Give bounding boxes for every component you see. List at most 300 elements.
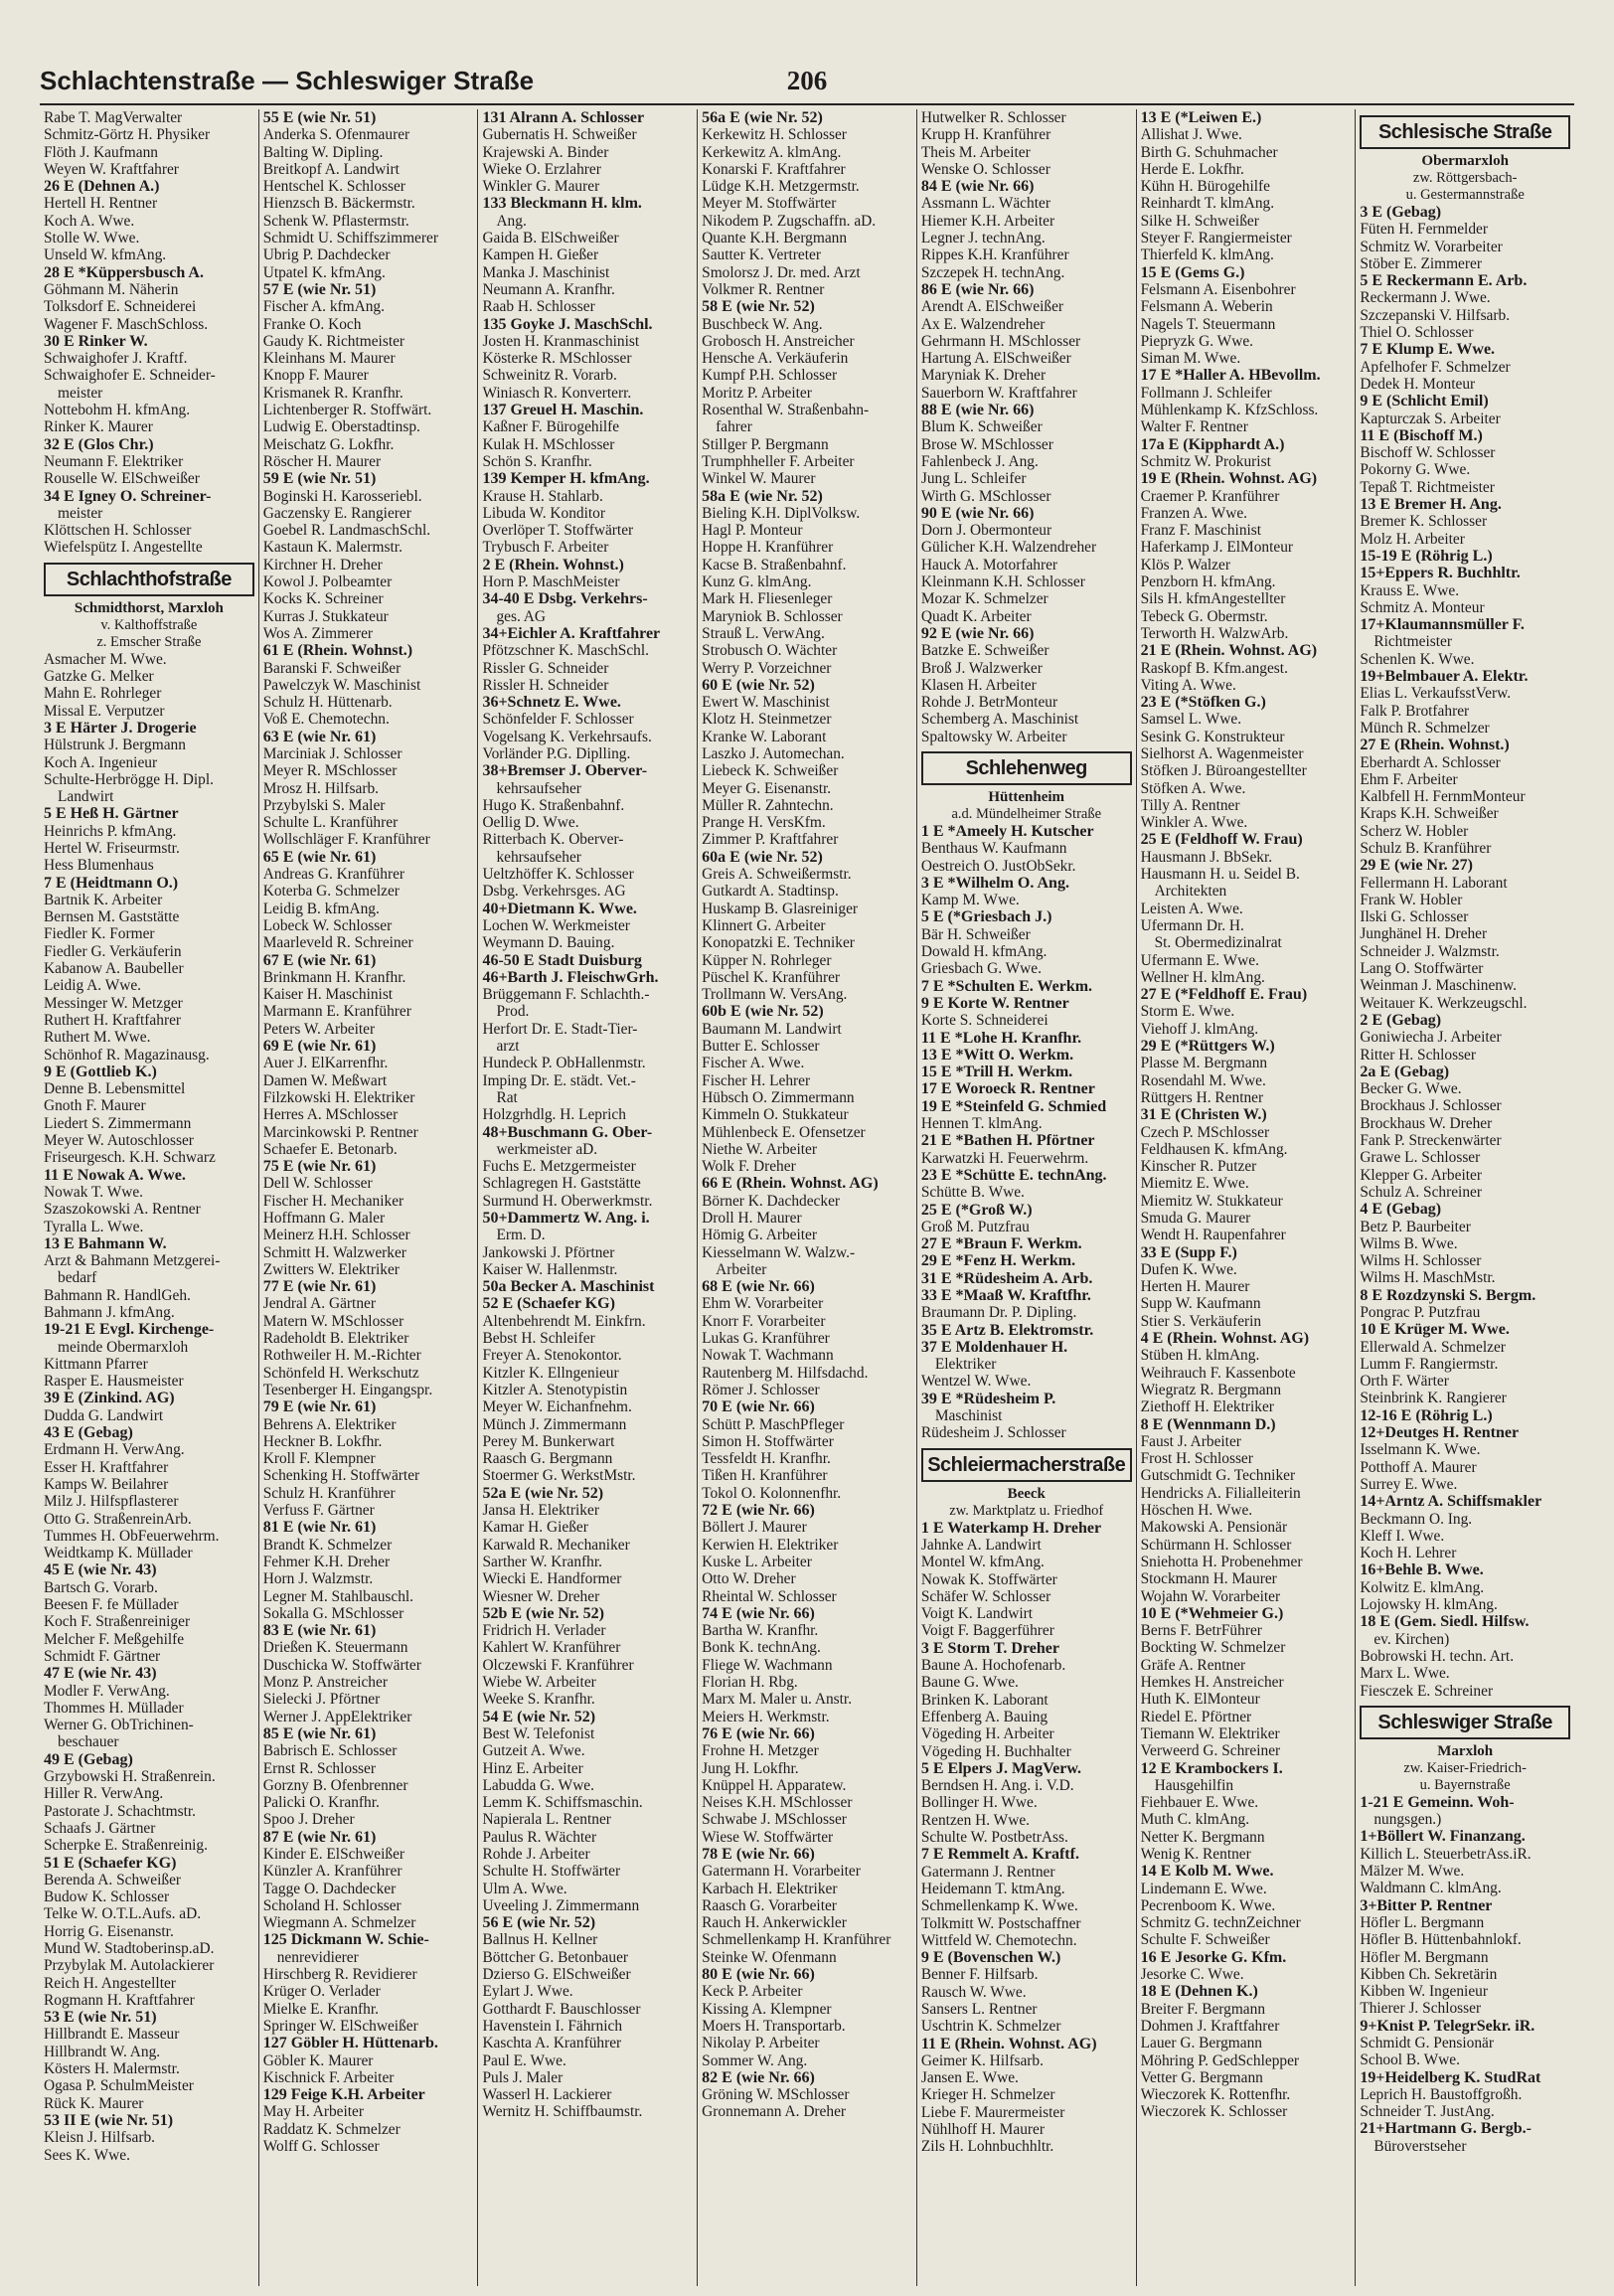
resident-entry: Samsel L. Wwe. xyxy=(1140,711,1242,729)
resident-entry: Höfler B. Hüttenbahnlokf. xyxy=(1360,1931,1522,1949)
house-number-entry: 12+Deutges H. Rentner xyxy=(1360,1424,1520,1442)
resident-entry: Mälzer M. Wwe. xyxy=(1360,1863,1465,1881)
resident-entry: Szczepanski V. Hilfsarb. xyxy=(1360,306,1511,324)
house-number-entry: 127 Göbler H. Hüttenarb. xyxy=(262,2035,438,2052)
resident-entry: Ueltzhöffer K. Schlosser xyxy=(482,866,634,884)
resident-entry: Göbler K. Maurer xyxy=(262,2051,374,2069)
street-location-note: u. Gestermannstraße xyxy=(1405,187,1525,203)
house-number-entry: 19 E *Steinfeld G. Schmied xyxy=(920,1097,1107,1115)
resident-entry: Klasen H. Arbeiter xyxy=(920,676,1037,694)
resident-entry: Karwald R. Mechaniker xyxy=(482,1536,630,1554)
resident-entry: Lüdge K.H. Metzgermstr. xyxy=(702,178,860,196)
resident-entry: Otto G. StraßenreinArb. xyxy=(44,1510,192,1528)
resident-entry: arzt xyxy=(496,1038,520,1056)
resident-entry: bedarf xyxy=(58,1269,97,1287)
resident-entry: Budow K. Schlosser xyxy=(44,1888,170,1906)
resident-entry: Tebeck G. Obermstr. xyxy=(1140,607,1268,625)
resident-entry: Rat xyxy=(496,1088,518,1106)
resident-entry: Rabe T. MagVerwalter xyxy=(44,109,183,126)
house-number-entry: 131 Alrann A. Schlosser xyxy=(482,109,645,126)
resident-entry: Goebel R. LandmaschSchl. xyxy=(262,522,431,540)
resident-entry: Fischer H. Mechaniker xyxy=(262,1192,404,1210)
house-number-entry: 92 E (wie Nr. 66) xyxy=(920,624,1035,642)
resident-entry: Bartha W. Kranfhr. xyxy=(702,1622,819,1640)
resident-entry: Arzt & Bahmann Metzgerei- xyxy=(44,1252,221,1270)
house-number-entry: 32 E (Glos Chr.) xyxy=(44,435,154,453)
house-number-entry: 10 E (*Wehmeier G.) xyxy=(1140,1604,1284,1622)
resident-entry: Florian H. Rbg. xyxy=(702,1674,798,1692)
house-number-entry: 135 Goyke J. MaschSchl. xyxy=(482,315,653,333)
resident-entry: Brüggemann F. Schlachth.- xyxy=(482,986,650,1004)
resident-entry: Bartnik K. Arbeiter xyxy=(44,891,163,908)
resident-entry: Rohde J. Arbeiter xyxy=(482,1845,590,1863)
resident-entry: Rentzen H. Wwe. xyxy=(920,1811,1030,1829)
resident-entry: Krause H. Stahlarb. xyxy=(482,487,603,505)
resident-entry: Lobeck W. Schlosser xyxy=(262,916,393,934)
street-location-note: Hüttenheim xyxy=(988,788,1065,805)
resident-entry: Perey M. Bunkerwart xyxy=(482,1432,615,1450)
resident-entry: Beesen F. fe Müllader xyxy=(44,1596,179,1614)
resident-entry: Schürmann H. Schlosser xyxy=(1140,1536,1292,1554)
resident-entry: Kinder E. ElSchweißer xyxy=(262,1845,405,1863)
resident-entry: Horrig G. Eisenanstr. xyxy=(44,1922,174,1940)
resident-entry: Ewert W. Maschinist xyxy=(702,694,830,712)
house-number-entry: 39 E (Zinkind. AG) xyxy=(44,1390,175,1407)
resident-entry: Hagl P. Monteur xyxy=(702,522,803,540)
resident-entry: kehrsaufseher xyxy=(496,779,581,797)
resident-entry: Koch H. Lehrer xyxy=(1360,1545,1457,1562)
resident-entry: Winiasch R. Konverterr. xyxy=(482,384,632,402)
resident-entry: Kamp M. Wwe. xyxy=(920,892,1020,909)
resident-entry: Koch A. Wwe. xyxy=(44,212,135,230)
resident-entry: Czech P. MSchlosser xyxy=(1140,1123,1270,1141)
resident-entry: Hirschberg R. Revidierer xyxy=(262,1966,417,1984)
resident-entry: Surrey E. Wwe. xyxy=(1360,1475,1458,1493)
house-number-entry: 9+Knist P. TelegrSekr. iR. xyxy=(1360,2017,1535,2035)
resident-entry: Tyralla L. Wwe. xyxy=(44,1218,144,1235)
house-number-entry: 8 E (Wennmann D.) xyxy=(1140,1415,1276,1433)
resident-entry: Leprich H. Baustoffgroßh. xyxy=(1360,2085,1523,2103)
resident-entry: Püschel K. Kranführer xyxy=(702,968,841,986)
house-number-entry: 13 E Bahmann W. xyxy=(44,1234,167,1252)
house-number-entry: 29 E (wie Nr. 27) xyxy=(1360,857,1473,875)
resident-entry: Kabanow A. Baubeller xyxy=(44,960,184,978)
resident-entry: Schmitz A. Monteur xyxy=(1360,598,1485,616)
resident-entry: Assmann L. Wächter xyxy=(920,195,1050,213)
resident-entry: Babrisch E. Schlosser xyxy=(262,1742,398,1760)
resident-entry: Ludwig E. Oberstadtinsp. xyxy=(262,418,420,436)
resident-entry: Muth C. klmAng. xyxy=(1140,1811,1250,1829)
resident-entry: Neumann F. Elektriker xyxy=(44,452,184,470)
resident-entry: Liebeck K. Schweißer xyxy=(702,762,839,780)
house-number-entry: 52b E (wie Nr. 52) xyxy=(482,1604,604,1622)
house-number-entry: 1+Böllert W. Finanzang. xyxy=(1360,1828,1526,1846)
resident-entry: Stöfken J. Büroangestellter xyxy=(1140,762,1307,780)
resident-entry: Orth F. Wärter xyxy=(1360,1373,1449,1391)
house-number-entry: 27 E (*Feldhoff E. Frau) xyxy=(1140,986,1308,1004)
resident-entry: Werry P. Vorzeichner xyxy=(702,659,832,677)
resident-entry: Tesenberger H. Eingangspr. xyxy=(262,1381,433,1398)
resident-entry: Berenda A. Schweißer xyxy=(44,1871,182,1888)
resident-entry: Schwabe J. MSchlosser xyxy=(702,1811,847,1829)
resident-entry: Schmitz G. technZeichner xyxy=(1140,1914,1301,1932)
resident-entry: Klotz H. Steinmetzer xyxy=(702,711,832,729)
resident-entry: Hausgehilfin xyxy=(1154,1776,1234,1794)
resident-entry: Meischatz G. Lokfhr. xyxy=(262,435,395,453)
resident-entry: Rippes K.H. Kranführer xyxy=(920,246,1069,264)
resident-entry: Schenking H. Stoffwärter xyxy=(262,1467,420,1485)
resident-entry: Fellermann H. Laborant xyxy=(1360,874,1508,892)
resident-entry: Jansen E. Wwe. xyxy=(920,2069,1019,2087)
resident-entry: Sansers L. Rentner xyxy=(920,2000,1038,2018)
house-number-entry: 33 E (Supp F.) xyxy=(1140,1243,1237,1261)
resident-entry: Lukas G. Kranführer xyxy=(702,1330,830,1348)
resident-entry: Schmidt U. Schiffszimmerer xyxy=(262,230,438,247)
resident-entry: Mahn E. Rohrleger xyxy=(44,685,162,703)
resident-entry: Ruthert M. Wwe. xyxy=(44,1029,151,1047)
resident-entry: Kleff I. Wwe. xyxy=(1360,1527,1445,1545)
resident-entry: Krismanek R. Kranfhr. xyxy=(262,384,404,402)
house-number-entry: 3 E Storm T. Dreher xyxy=(920,1639,1059,1657)
resident-entry: ges. AG xyxy=(496,607,547,625)
resident-entry: Neumann A. Kranfhr. xyxy=(482,280,615,298)
resident-entry: Trybusch F. Arbeiter xyxy=(482,539,609,557)
house-number-entry: 75 E (wie Nr. 61) xyxy=(262,1158,377,1176)
resident-entry: Fischer A. kfmAng. xyxy=(262,298,385,316)
house-number-entry: 19+Heidelberg K. StudRat xyxy=(1360,2068,1541,2086)
house-number-entry: 15+Eppers R. Buchhltr. xyxy=(1360,565,1521,582)
house-number-entry: 137 Greuel H. Maschin. xyxy=(482,402,644,419)
resident-entry: Hiemer K.H. Arbeiter xyxy=(920,212,1055,230)
resident-entry: Utpatel K. kfmAng. xyxy=(262,263,386,281)
page-number: 206 xyxy=(786,66,828,95)
resident-entry: Ellerwald A. Schmelzer xyxy=(1360,1338,1506,1356)
resident-entry: Wiegratz R. Bergmann xyxy=(1140,1381,1282,1398)
resident-entry: Rogmann H. Kraftfahrer xyxy=(44,1991,195,2009)
resident-entry: Lichtenberger R. Stoffwärt. xyxy=(262,402,432,419)
resident-entry: Spaltowsky W. Arbeiter xyxy=(920,728,1067,745)
resident-entry: Kowol J. Polbeamter xyxy=(262,574,393,591)
resident-entry: Sokalla G. MSchlosser xyxy=(262,1604,404,1622)
resident-entry: Meyer W. Autoschlosser xyxy=(44,1132,194,1150)
house-number-entry: 133 Bleckmann H. klm. xyxy=(482,195,642,213)
resident-entry: Asmacher M. Wwe. xyxy=(44,650,167,668)
resident-entry: Karwatzki H. Feuerwehrm. xyxy=(920,1149,1089,1167)
resident-entry: Wentzel W. Wwe. xyxy=(920,1373,1032,1391)
resident-entry: Grawe L. Schlosser xyxy=(1360,1149,1481,1167)
resident-entry: Kitzler K. Ellngenieur xyxy=(482,1364,619,1382)
resident-entry: Frost H. Schlosser xyxy=(1140,1450,1253,1468)
resident-entry: Sielecki J. Pförtner xyxy=(262,1691,381,1709)
resident-entry: Birth G. Schuhmacher xyxy=(1140,143,1278,161)
resident-entry: Lauer G. Bergmann xyxy=(1140,2035,1262,2052)
resident-entry: Kaiser W. Hallenmstr. xyxy=(482,1260,618,1278)
resident-entry: Quadt K. Arbeiter xyxy=(920,607,1032,625)
resident-entry: Dell W. Schlosser xyxy=(262,1175,373,1193)
resident-entry: Neises K.H. MSchlosser xyxy=(702,1794,853,1812)
house-number-entry: 12-16 E (Röhrig L.) xyxy=(1360,1406,1493,1424)
house-number-entry: 9 E (Gottlieb K.) xyxy=(44,1063,157,1080)
resident-entry: Telke W. O.T.L.Aufs. aD. xyxy=(44,1905,202,1923)
resident-entry: Kranke W. Laborant xyxy=(702,728,827,745)
resident-entry: Schönhof R. Magazinausg. xyxy=(44,1046,210,1064)
resident-entry: Kolwitz E. klmAng. xyxy=(1360,1578,1485,1596)
resident-entry: Wojahn W. Vorarbeiter xyxy=(1140,1587,1281,1605)
resident-entry: Legner M. Stahlbauschl. xyxy=(262,1587,414,1605)
resident-entry: Killich L. SteuerbetrAss.iR. xyxy=(1360,1845,1532,1863)
street-location-note: zw. Marktplatz u. Friedhof xyxy=(949,1502,1104,1519)
resident-entry: Legner J. technAng. xyxy=(920,230,1046,247)
resident-entry: Küpper N. Rohrleger xyxy=(702,951,832,969)
resident-entry: Wenig K. Rentner xyxy=(1140,1845,1251,1863)
resident-entry: Beckmann O. Ing. xyxy=(1360,1510,1473,1528)
house-number-entry: 15 E *Trill H. Werkm. xyxy=(920,1064,1073,1081)
resident-entry: Rautenberg M. Hilfsdachd. xyxy=(702,1364,869,1382)
house-number-entry: 31 E *Rüdesheim A. Arb. xyxy=(920,1269,1093,1287)
directory-column xyxy=(917,109,1137,2286)
resident-entry: Paul E. Wwe. xyxy=(482,2051,566,2069)
resident-entry: Kraps K.H. Schweißer xyxy=(1360,805,1499,823)
resident-entry: Gaczensky E. Rangierer xyxy=(262,504,411,522)
resident-entry: Rheintal W. Schlosser xyxy=(702,1587,837,1605)
resident-entry: Pfötzschner K. MaschSchl. xyxy=(482,642,649,660)
resident-entry: Klinnert G. Arbeiter xyxy=(702,916,826,934)
resident-entry: Balting W. Dipling. xyxy=(262,143,384,161)
house-number-entry: 3 E (Gebag) xyxy=(1360,204,1442,221)
resident-entry: Lindemann E. Wwe. xyxy=(1140,1880,1267,1897)
resident-entry: Holzgrhdlg. H. Leprich xyxy=(482,1106,626,1124)
resident-entry: Makowski A. Pensionär xyxy=(1140,1519,1288,1537)
resident-entry: Hillbrandt E. Masseur xyxy=(44,2026,180,2044)
resident-entry: Franz F. Maschinist xyxy=(1140,522,1262,540)
resident-entry: Brinken K. Laborant xyxy=(920,1691,1049,1709)
house-number-entry: 78 E (wie Nr. 66) xyxy=(702,1845,815,1863)
resident-entry: Wenske O. Schlosser xyxy=(920,160,1050,178)
resident-entry: Mielke E. Kranfhr. xyxy=(262,2000,379,2018)
resident-entry: Scholand H. Schlosser xyxy=(262,1896,402,1914)
resident-entry: Falk P. Brotfahrer xyxy=(1360,702,1470,720)
resident-entry: Hübsch O. Zimmermann xyxy=(702,1088,855,1106)
resident-entry: Göhmann M. Näherin xyxy=(44,280,179,298)
resident-entry: Raskopf B. Kfm.angest. xyxy=(1140,659,1288,677)
resident-entry: Vögeding H. Arbeiter xyxy=(920,1725,1054,1743)
resident-entry: Kischnick F. Arbeiter xyxy=(262,2068,395,2086)
resident-entry: Wendt H. Raupenfahrer xyxy=(1140,1227,1286,1244)
house-number-entry: 35 E Artz B. Elektromstr. xyxy=(920,1321,1094,1339)
resident-entry: Schmellenkamp K. Wwe. xyxy=(920,1897,1078,1915)
resident-entry: Schulz A. Schreiner xyxy=(1360,1183,1482,1201)
house-number-entry: 9 E Korte W. Rentner xyxy=(920,994,1069,1012)
resident-entry: Wiecki E. Handformer xyxy=(482,1570,622,1588)
resident-entry: Berns F. BetrFührer xyxy=(1140,1622,1262,1640)
resident-entry: Leidig B. kfmAng. xyxy=(262,900,380,917)
resident-entry: Meinerz H.H. Schlosser xyxy=(262,1227,410,1244)
resident-entry: Gröning W. MSchlosser xyxy=(702,2086,850,2104)
street-location-note: zw. Röttgersbach- xyxy=(1412,170,1518,186)
resident-entry: Kalbfell H. FernmMonteur xyxy=(1360,788,1526,806)
resident-entry: Craemer P. Kranführer xyxy=(1140,487,1280,505)
resident-entry: Potthoff A. Maurer xyxy=(1360,1458,1477,1476)
house-number-entry: 25 E (*Groß W.) xyxy=(920,1201,1033,1219)
resident-entry: Hülstrunk J. Bergmann xyxy=(44,737,186,754)
resident-entry: Schönfelder F. Schlosser xyxy=(482,711,634,729)
resident-entry: Winkler G. Maurer xyxy=(482,178,600,196)
resident-entry: Lojowsky H. klmAng. xyxy=(1360,1596,1498,1614)
house-number-entry: 10 E Krüger M. Wwe. xyxy=(1360,1321,1510,1339)
resident-entry: Reich H. Angestellter xyxy=(44,1974,176,1992)
resident-entry: Richtmeister xyxy=(1373,633,1452,651)
house-number-entry: 76 E (wie Nr. 66) xyxy=(702,1724,815,1742)
resident-entry: Mozar K. Schmelzer xyxy=(920,590,1049,608)
resident-entry: Hiller R. VerwAng. xyxy=(44,1785,164,1803)
resident-entry: Weihrauch F. Kassenbote xyxy=(1140,1364,1296,1382)
resident-entry: Przybylak M. Autolackierer xyxy=(44,1957,215,1975)
house-number-entry: 37 E Moldenhauer H. xyxy=(920,1338,1068,1356)
resident-entry: nungsgen.) xyxy=(1373,1811,1442,1829)
resident-entry: Puls J. Maler xyxy=(482,2068,564,2086)
resident-entry: Fahlenbeck J. Ang. xyxy=(920,452,1039,470)
resident-entry: Steinke W. Ofenmann xyxy=(702,1948,837,1966)
directory-column xyxy=(1356,109,1574,2286)
resident-entry: Kocks K. Schreiner xyxy=(262,590,384,608)
resident-entry: Drießen K. Steuermann xyxy=(262,1639,408,1657)
resident-entry: Maryniok B. Schlosser xyxy=(702,607,843,625)
resident-entry: Scherpke E. Straßenreinig. xyxy=(44,1837,208,1855)
resident-entry: Anderka S. Ofenmaurer xyxy=(262,126,410,144)
resident-entry: Hendricks A. Filialleiterin xyxy=(1140,1484,1301,1502)
resident-entry: Schmellenkamp H. Kranführer xyxy=(702,1931,891,1949)
resident-entry: Ritter H. Schlosser xyxy=(1360,1046,1477,1064)
resident-entry: Brinkmann H. Kranfhr. xyxy=(262,968,406,986)
resident-entry: Arendt A. ElSchweißer xyxy=(920,298,1064,316)
resident-entry: Hartung A. ElSchweißer xyxy=(920,350,1071,368)
resident-entry: Rinker K. Maurer xyxy=(44,418,153,436)
resident-entry: Brose W. MSchlosser xyxy=(920,435,1053,453)
resident-entry: Rausch W. Wwe. xyxy=(920,1983,1027,2001)
resident-entry: Thierer J. Schlosser xyxy=(1360,2000,1482,2018)
resident-entry: Oestreich O. JustObSekr. xyxy=(920,857,1076,875)
resident-entry: Haferkamp J. ElMonteur xyxy=(1140,539,1294,557)
resident-entry: Gräfe A. Rentner xyxy=(1140,1656,1246,1674)
resident-entry: Konarski F. Kraftfahrer xyxy=(702,160,846,178)
resident-entry: Terworth H. WalzwArb. xyxy=(1140,624,1289,642)
resident-entry: Ritterbach K. Oberver- xyxy=(482,831,624,849)
house-number-entry: 79 E (wie Nr. 61) xyxy=(262,1398,377,1416)
resident-entry: Jendral A. Gärtner xyxy=(262,1295,376,1313)
resident-entry: Rauch H. Ankerwickler xyxy=(702,1914,847,1932)
resident-entry: Nühlhoff H. Maurer xyxy=(920,2121,1045,2139)
house-number-entry: 82 E (wie Nr. 66) xyxy=(702,2068,815,2086)
resident-entry: Leisten A. Wwe. xyxy=(1140,900,1243,917)
house-number-entry: 47 E (wie Nr. 43) xyxy=(44,1665,157,1683)
resident-entry: Netter K. Bergmann xyxy=(1140,1828,1265,1846)
resident-entry: Steyer F. Rangiermeister xyxy=(1140,230,1292,247)
resident-entry: Kamar H. Gießer xyxy=(482,1519,588,1537)
resident-entry: Korte S. Schneiderei xyxy=(920,1012,1049,1030)
resident-entry: Faust J. Arbeiter xyxy=(1140,1432,1241,1450)
street-location-note: z. Emscher Straße xyxy=(96,633,202,650)
resident-entry: Nowak T. Wachmann xyxy=(702,1347,834,1365)
resident-entry: Architekten xyxy=(1154,883,1227,901)
resident-entry: Schmidt G. Pensionär xyxy=(1360,2034,1494,2051)
resident-entry: Vetter G. Bergmann xyxy=(1140,2068,1263,2086)
house-number-entry: 63 E (wie Nr. 61) xyxy=(262,728,377,745)
resident-entry: Pecrenboom K. Wwe. xyxy=(1140,1896,1276,1914)
resident-entry: Winkel W. Maurer xyxy=(702,470,816,488)
house-number-entry: 53 E (wie Nr. 51) xyxy=(44,2009,157,2027)
resident-entry: Hess Blumenhaus xyxy=(44,857,154,875)
resident-entry: Silke H. Schweißer xyxy=(1140,212,1259,230)
house-number-entry: 7 E Klump E. Wwe. xyxy=(1360,341,1496,359)
resident-entry: Wilms H. Schlosser xyxy=(1360,1252,1482,1270)
resident-entry: Liebe F. Maurermeister xyxy=(920,2103,1065,2121)
resident-entry: Viehoff J. klmAng. xyxy=(1140,1020,1259,1038)
resident-entry: Lemm K. Schiffsmaschin. xyxy=(482,1794,643,1812)
resident-entry: Altenbehrendt M. Einkfrn. xyxy=(482,1312,646,1330)
resident-entry: ev. Kirchen) xyxy=(1373,1630,1450,1648)
resident-entry: Meyer M. Stoffwärter xyxy=(702,195,837,213)
house-number-entry: 2a E (Gebag) xyxy=(1360,1063,1450,1080)
resident-entry: Fiedler K. Former xyxy=(44,925,155,943)
house-number-entry: 87 E (wie Nr. 61) xyxy=(262,1828,377,1846)
resident-entry: Feldhausen K. kfmAng. xyxy=(1140,1140,1288,1158)
resident-entry: Börner K. Dachdecker xyxy=(702,1192,841,1210)
house-number-entry: 3 E Härter J. Drogerie xyxy=(44,719,197,737)
resident-entry: werkmeister aD. xyxy=(496,1140,598,1158)
resident-entry: Dzierso G. ElSchweißer xyxy=(482,1966,631,1984)
resident-entry: Raasch G. Bergmann xyxy=(482,1450,613,1468)
resident-entry: Boginski H. Karosseriebl. xyxy=(262,487,422,505)
resident-entry: Sauerborn W. Kraftfahrer xyxy=(920,384,1077,402)
resident-entry: Krajewski A. Binder xyxy=(482,143,609,161)
resident-entry: Klepper G. Arbeiter xyxy=(1360,1166,1482,1184)
house-number-entry: 59 E (wie Nr. 51) xyxy=(262,470,377,488)
resident-entry: Hertel W. Friseurmstr. xyxy=(44,839,180,857)
resident-entry: Hutwelker R. Schlosser xyxy=(920,109,1066,126)
resident-entry: Geimer K. Hilfsarb. xyxy=(920,2051,1044,2069)
resident-entry: Dohmen J. Kraftfahrer xyxy=(1140,2017,1280,2035)
resident-entry: Heinrichs P. kfmAng. xyxy=(44,822,177,840)
resident-entry: Herten H. Maurer xyxy=(1140,1278,1250,1296)
resident-entry: Knopp F. Maurer xyxy=(262,367,369,385)
house-number-entry: 1-21 E Gemeinn. Woh- xyxy=(1360,1793,1515,1811)
resident-entry: Niethe W. Arbeiter xyxy=(702,1140,817,1158)
resident-entry: Künzler A. Kranführer xyxy=(262,1863,403,1881)
resident-entry: Weinman J. Maschinenw. xyxy=(1360,977,1517,995)
resident-entry: Sielhorst A. Wagenmeister xyxy=(1140,744,1304,762)
resident-entry: Pawelczyk W. Maschinist xyxy=(262,676,421,694)
resident-entry: Hertell H. Rentner xyxy=(44,195,158,213)
resident-entry: Gutkardt A. Stadtinsp. xyxy=(702,883,839,901)
resident-entry: Ang. xyxy=(496,212,527,230)
resident-entry: Voigt F. Baggerführer xyxy=(920,1622,1054,1640)
resident-entry: Quante K.H. Bergmann xyxy=(702,230,848,247)
resident-entry: Bebst H. Schleifer xyxy=(482,1330,595,1348)
resident-entry: Franke O. Koch xyxy=(262,315,362,333)
house-number-entry: 26 E (Dehnen A.) xyxy=(44,178,160,196)
resident-entry: Gatermann J. Rentner xyxy=(920,1863,1055,1881)
resident-entry: Hausmann H. u. Seidel B. xyxy=(1140,866,1300,884)
house-number-entry: 8 E Rozdzynski S. Bergm. xyxy=(1360,1286,1536,1304)
resident-entry: Gaida B. ElSchweißer xyxy=(482,230,619,247)
resident-entry: Schenlen K. Wwe. xyxy=(1360,650,1475,668)
resident-entry: Bernsen M. Gaststätte xyxy=(44,908,180,926)
resident-entry: Esser H. Kraftfahrer xyxy=(44,1458,169,1476)
house-number-entry: 9 E (Bovenschen W.) xyxy=(920,1949,1061,1967)
resident-entry: Krüger O. Verlader xyxy=(262,1983,381,2001)
resident-entry: Apfelhofer F. Schmelzer xyxy=(1360,358,1511,376)
resident-entry: Kacse B. Straßenbahnf. xyxy=(702,556,847,574)
